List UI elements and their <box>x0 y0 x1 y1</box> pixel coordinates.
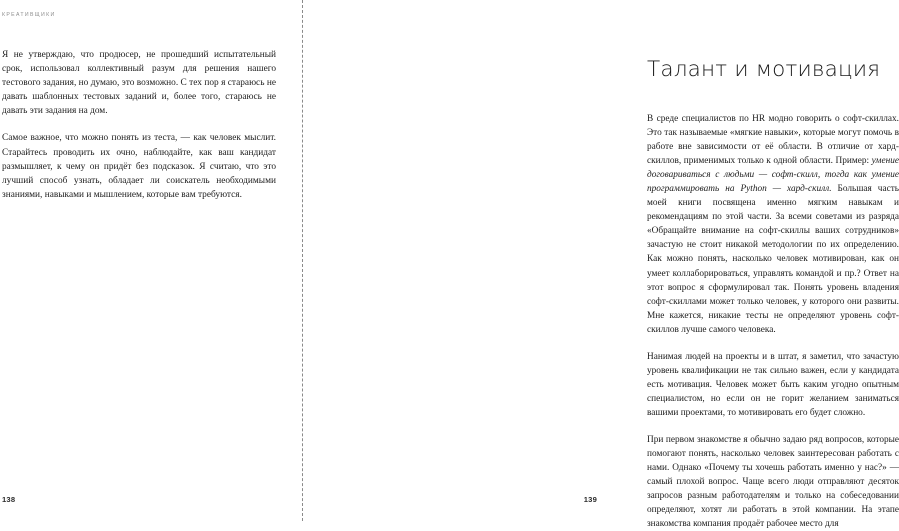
paragraph: Я не утверждаю, что продюсер, не прошедший испытательный срок, использовал коллективный разум для решения нашего тестового задания, но думаю, это возможно. С тех пор я стараюсь не давать шаблонных тестовых заданий и, более того, стараюсь не давать эти задания на дом. <box>2 50 276 117</box>
paragraph <box>647 350 899 420</box>
page-number-left: 138 <box>2 495 16 504</box>
page-number-right: 139 <box>583 495 597 504</box>
paragraph <box>647 433 899 531</box>
left-page-body <box>2 48 276 202</box>
text-run: Нанимая людей на проекты и в штат, я заметил, что зачастую уровень квалификации не так сильно важен, если у кандидата есть мотивация. Человек может быть каким угодно опытным специалистом, но если он не горит желанием заниматься вашими проектами, то мотивировать его будет сложно. <box>647 351 899 418</box>
paragraph: Самое важное, что можно понять из теста, — как человек мыслит. Старайтесь проводить их очно, наблюдайте, как ваш кандидат размышляет, к чему он придёт без подсказок. Я считаю, что это лучший способ узнать, обладает ли соискатель необходимыми знаниями, навыками и мышлением, которые вам требуются. <box>2 133 276 200</box>
paragraph <box>647 112 899 337</box>
left-page <box>0 0 302 521</box>
gutter-dashed-divider <box>302 0 303 521</box>
text-run: Большая часть моей книги посвящена именно мягким навыкам и рекомендациям по этой части. За всеми советами из разряда «Обращайте внимание на софт-скиллы ваших сотрудников» зачастую не стоит никакой методологии по их определению. Как можно понять, насколько человек мотивирован, как он умеет коллаборироваться, управлять командой и пр.? Ответ на этот вопрос я сформулировал так. Понять уровень владения софт-скиллами может только человек, у которого они развиты. Мне кажется, никакие тесты не определяют уровень софт-скиллов лучше самого человека. <box>647 184 899 335</box>
right-page-body <box>647 112 899 531</box>
right-page <box>302 0 899 530</box>
chapter-title: Талант и мотивация <box>647 57 881 83</box>
running-head-left: КРЕАТИВЩИКИ <box>2 12 56 18</box>
text-run: В среде специалистов по HR модно говорить о софт-скиллах. Это так называемые «мягкие навыки», которые могут помочь в работе вне зависимости от её области. В отличие от хард-скиллов, применимых только к одной области. Пример: <box>647 114 899 167</box>
text-run: При первом знакомстве я обычно задаю ряд вопросов, которые помогают понять, насколько человек заинтересован работать с нами. Однако «Почему ты хочешь работать именно у нас?» — самый плохой вопрос. Чаще всего люди отправляют десяток запросов разным работодателям и только на собеседовании определяют, хотят ли работать в этой компании. На этапе знакомства компания продаёт рабочее место для <box>647 434 899 530</box>
italic-run: умение договариваться с людьми — софт-скилл, тогда как умение программировать на Python — хард-скилл. <box>647 156 899 195</box>
